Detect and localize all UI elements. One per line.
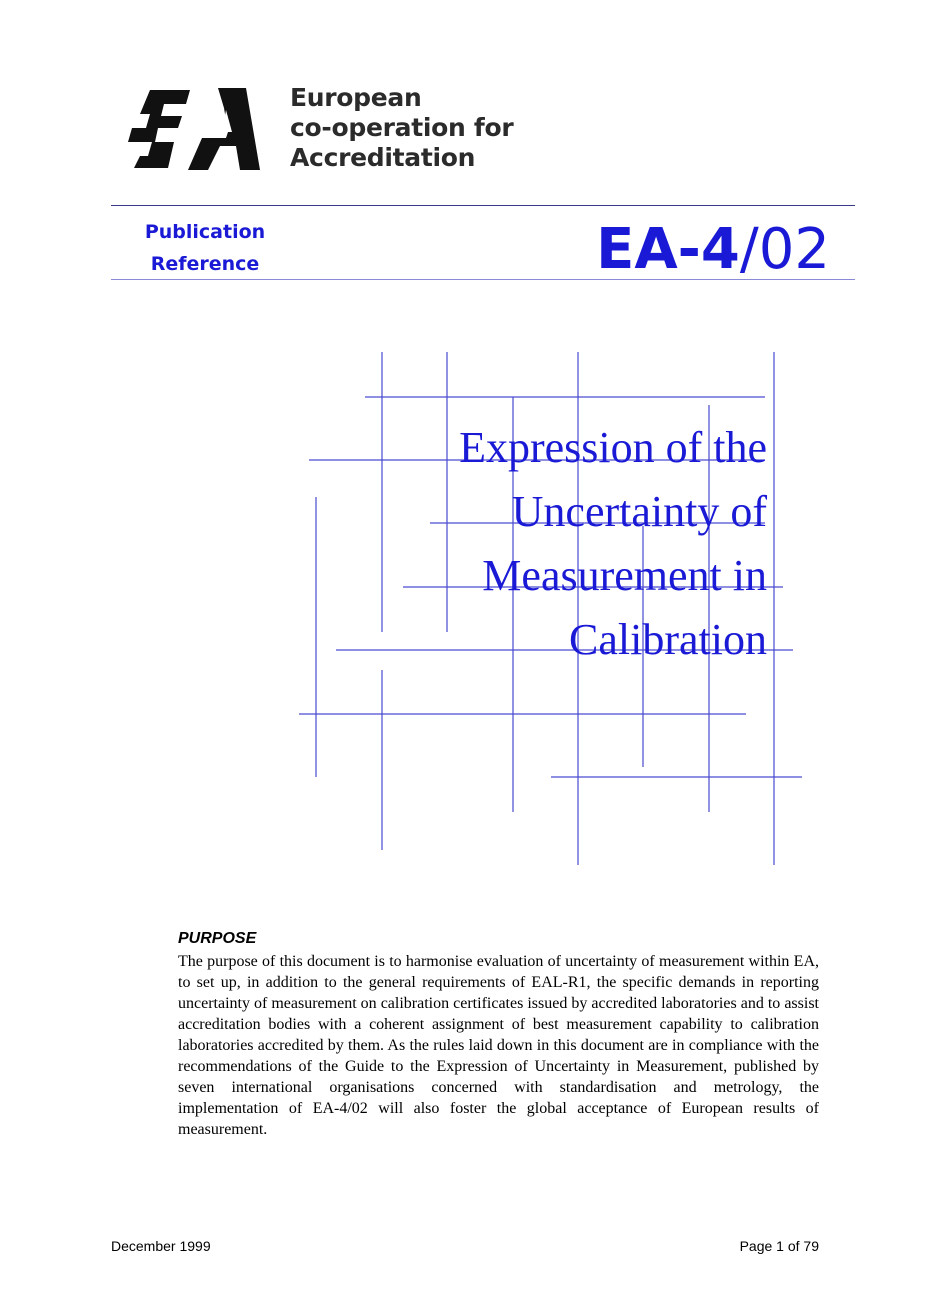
footer-date: December 1999 [111,1238,211,1254]
title-line: Expression of the [459,423,767,472]
purpose-text: The purpose of this document is to harmonise evaluation of uncertainty of measurement within EA, to set up, in addition to the general requirements of EAL-R1, the specific demands in reporting uncertainty of measurement on calibration certificates issued by accredited laboratories and to assist accreditation bodies with a coherent assignment of best measurement capability to calibration laboratories accredited by them. As the rules laid down in this document are in compliance with the recommendations of the Guide to the Expression of Uncertainty in Measurement, published by seven international organisations concerned with standardisation and metrology, the implementation of EA-4/02 will also foster the global acceptance of European results of measurement. [178,953,819,1138]
organization-name-line: co-operation for [290,113,514,142]
purpose-heading: PURPOSE [178,930,257,947]
document-code-number: /02 [739,217,830,282]
organization-name-line: Accreditation [290,143,476,172]
document-code-series: EA-4 [596,217,740,282]
reference-label: Reference [150,253,260,275]
footer-page-number: Page 1 of 79 [739,1238,819,1254]
document-title [459,416,767,672]
title-line: Measurement in [482,551,767,600]
publication-label: Publication [144,221,266,243]
title-line: Calibration [569,615,767,664]
organization-name-line: European [290,83,422,112]
title-line: Uncertainty of [511,487,767,536]
